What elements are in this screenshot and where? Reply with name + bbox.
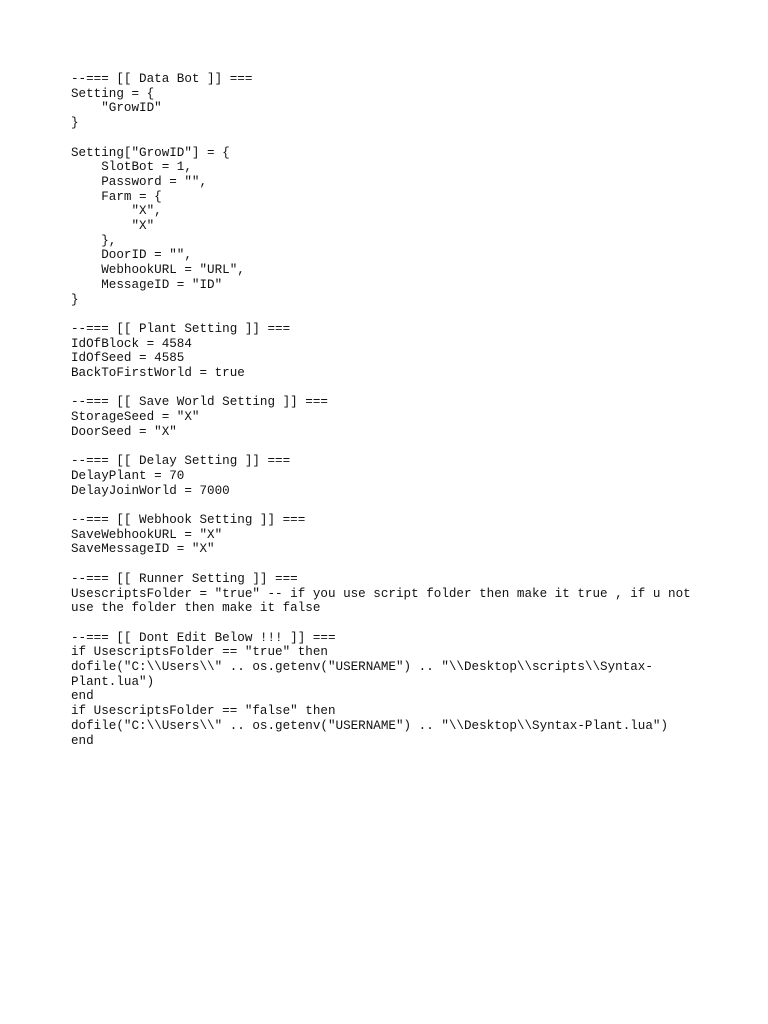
code-line: DelayJoinWorld = 7000	[71, 483, 230, 498]
code-line: UsescriptsFolder = "true" -- if you use script folder then make it true , if u not	[71, 586, 691, 601]
code-line	[71, 498, 711, 513]
code-line: Farm = {	[71, 189, 162, 204]
code-line: SaveWebhookURL = "X"	[71, 527, 223, 542]
code-listing	[71, 72, 711, 748]
code-line: StorageSeed = "X"	[71, 410, 200, 425]
code-line: }	[71, 292, 79, 307]
code-line: --=== [[ Delay Setting ]] ===	[71, 454, 291, 469]
code-line: Plant.lua")	[71, 674, 155, 689]
code-line: }	[71, 116, 79, 131]
code-line: IdOfSeed = 4585	[71, 351, 185, 366]
code-line: --=== [[ Webhook Setting ]] ===	[71, 513, 306, 528]
code-line: --=== [[ Plant Setting ]] ===	[71, 321, 291, 336]
code-line: end	[71, 733, 94, 748]
code-line: SaveMessageID = "X"	[71, 542, 215, 557]
code-line: SlotBot = 1,	[71, 160, 192, 175]
code-line: IdOfBlock = 4584	[71, 336, 192, 351]
code-line: BackToFirstWorld = true	[71, 366, 245, 381]
code-line	[71, 557, 711, 572]
code-line: "X",	[71, 204, 162, 219]
code-line	[71, 307, 711, 322]
code-line	[71, 440, 711, 455]
code-line: if UsescriptsFolder == "false" then	[71, 704, 336, 719]
code-line: --=== [[ Data Bot ]] ===	[71, 72, 253, 86]
code-line: "GrowID"	[71, 101, 162, 116]
code-line: if UsescriptsFolder == "true" then	[71, 645, 328, 660]
code-line: MessageID = "ID"	[71, 277, 223, 292]
code-line: dofile("C:\\Users\\" .. os.getenv("USERNAME") .. "\\Desktop\\Syntax-Plant.lua")	[71, 718, 669, 733]
code-line: dofile("C:\\Users\\" .. os.getenv("USERNAME") .. "\\Desktop\\scripts\\Syntax-	[71, 660, 653, 675]
code-line: --=== [[ Runner Setting ]] ===	[71, 571, 298, 586]
code-line: end	[71, 689, 94, 704]
code-line: --=== [[ Save World Setting ]] ===	[71, 395, 328, 410]
code-line: "X"	[71, 219, 155, 234]
code-line	[71, 381, 711, 396]
code-line	[71, 616, 711, 631]
code-line: WebhookURL = "URL",	[71, 263, 245, 278]
code-line: DoorSeed = "X"	[71, 424, 177, 439]
code-line: --=== [[ Dont Edit Below !!! ]] ===	[71, 630, 336, 645]
code-line: Setting["GrowID"] = {	[71, 145, 230, 160]
code-line: DoorID = "",	[71, 248, 192, 263]
code-line: use the folder then make it false	[71, 601, 321, 616]
code-line: DelayPlant = 70	[71, 468, 185, 483]
code-line	[71, 131, 711, 146]
code-line: Setting = {	[71, 86, 155, 101]
code-line: Password = "",	[71, 174, 208, 189]
code-line: },	[71, 233, 117, 248]
